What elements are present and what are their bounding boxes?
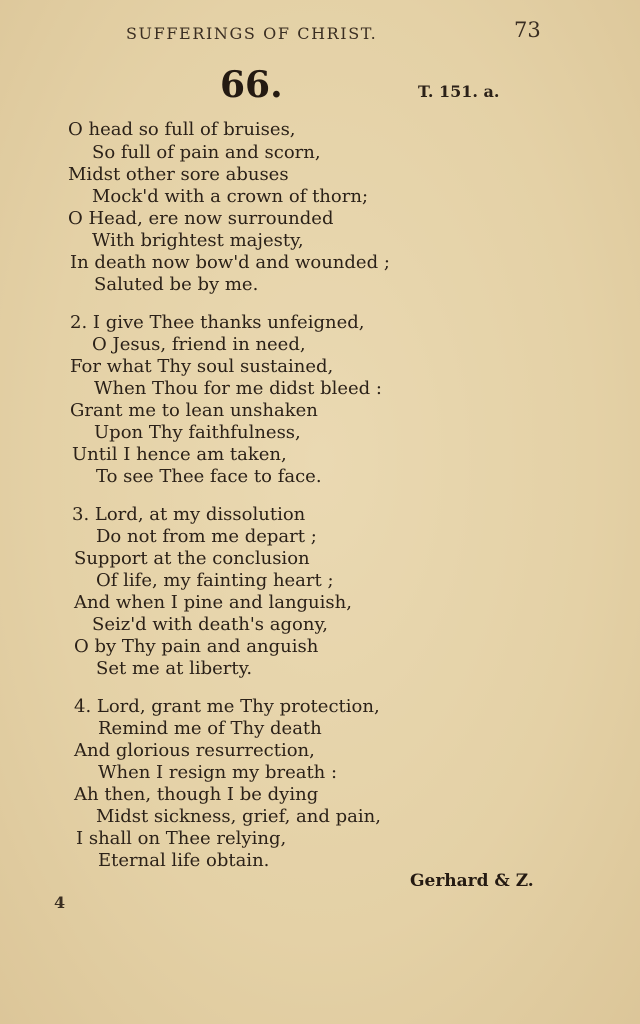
verse-line: In death now bow'd and wounded ; <box>70 252 390 273</box>
verse-line: Upon Thy faithfulness, <box>94 422 301 443</box>
tune-reference: T. 151. a. <box>418 82 500 101</box>
verse-line: O Jesus, friend in need, <box>92 334 306 355</box>
hymn-number: 66. <box>220 64 283 106</box>
verse-line: To see Thee face to face. <box>96 466 322 487</box>
verse-line: Midst sickness, grief, and pain, <box>96 806 381 827</box>
verse-line: Until I hence am taken, <box>72 444 287 465</box>
verse-line: With brightest majesty, <box>92 230 304 251</box>
verse-line: 2. I give Thee thanks unfeigned, <box>70 312 365 333</box>
verse-line: I shall on Thee relying, <box>76 828 287 849</box>
verse-line: Do not from me depart ; <box>96 526 317 547</box>
verse-line: Seiz'd with death's agony, <box>92 614 328 635</box>
verse-line: For what Thy soul sustained, <box>70 356 334 377</box>
verse-line: Support at the conclusion <box>74 548 310 569</box>
verse-line: Of life, my fainting heart ; <box>96 570 334 591</box>
signature-mark: 4 <box>54 893 66 912</box>
verse-line: Grant me to lean unshaken <box>70 400 318 421</box>
verse-line: So full of pain and scorn, <box>92 142 321 163</box>
verse-line: Mock'd with a crown of thorn; <box>92 186 369 207</box>
verse-line: O by Thy pain and anguish <box>74 636 319 657</box>
verse-line: Ah then, though I be dying <box>74 784 319 805</box>
page-number: 73 <box>514 18 541 42</box>
running-title: SUFFERINGS OF CHRIST. <box>126 24 378 43</box>
verse-line: When I resign my breath : <box>98 762 338 783</box>
verse-line: 3. Lord, at my dissolution <box>72 504 306 525</box>
verse-line: Eternal life obtain. <box>98 850 270 871</box>
verse-line: And when I pine and languish, <box>74 592 352 613</box>
verse-line: And glorious resurrection, <box>74 740 315 761</box>
verse-line: When Thou for me didst bleed : <box>94 378 382 399</box>
verse-line: O Head, ere now surrounded <box>68 208 334 229</box>
verse-line: Saluted be by me. <box>94 274 259 295</box>
verse-line: O head so full of bruises, <box>68 119 296 140</box>
verse-line: 4. Lord, grant me Thy protection, <box>74 696 380 717</box>
verse-line: Remind me of Thy death <box>98 718 322 739</box>
verse-line: Set me at liberty. <box>96 658 253 679</box>
hymn-author: Gerhard & Z. <box>410 871 534 891</box>
verse-line: Midst other sore abuses <box>68 164 289 185</box>
